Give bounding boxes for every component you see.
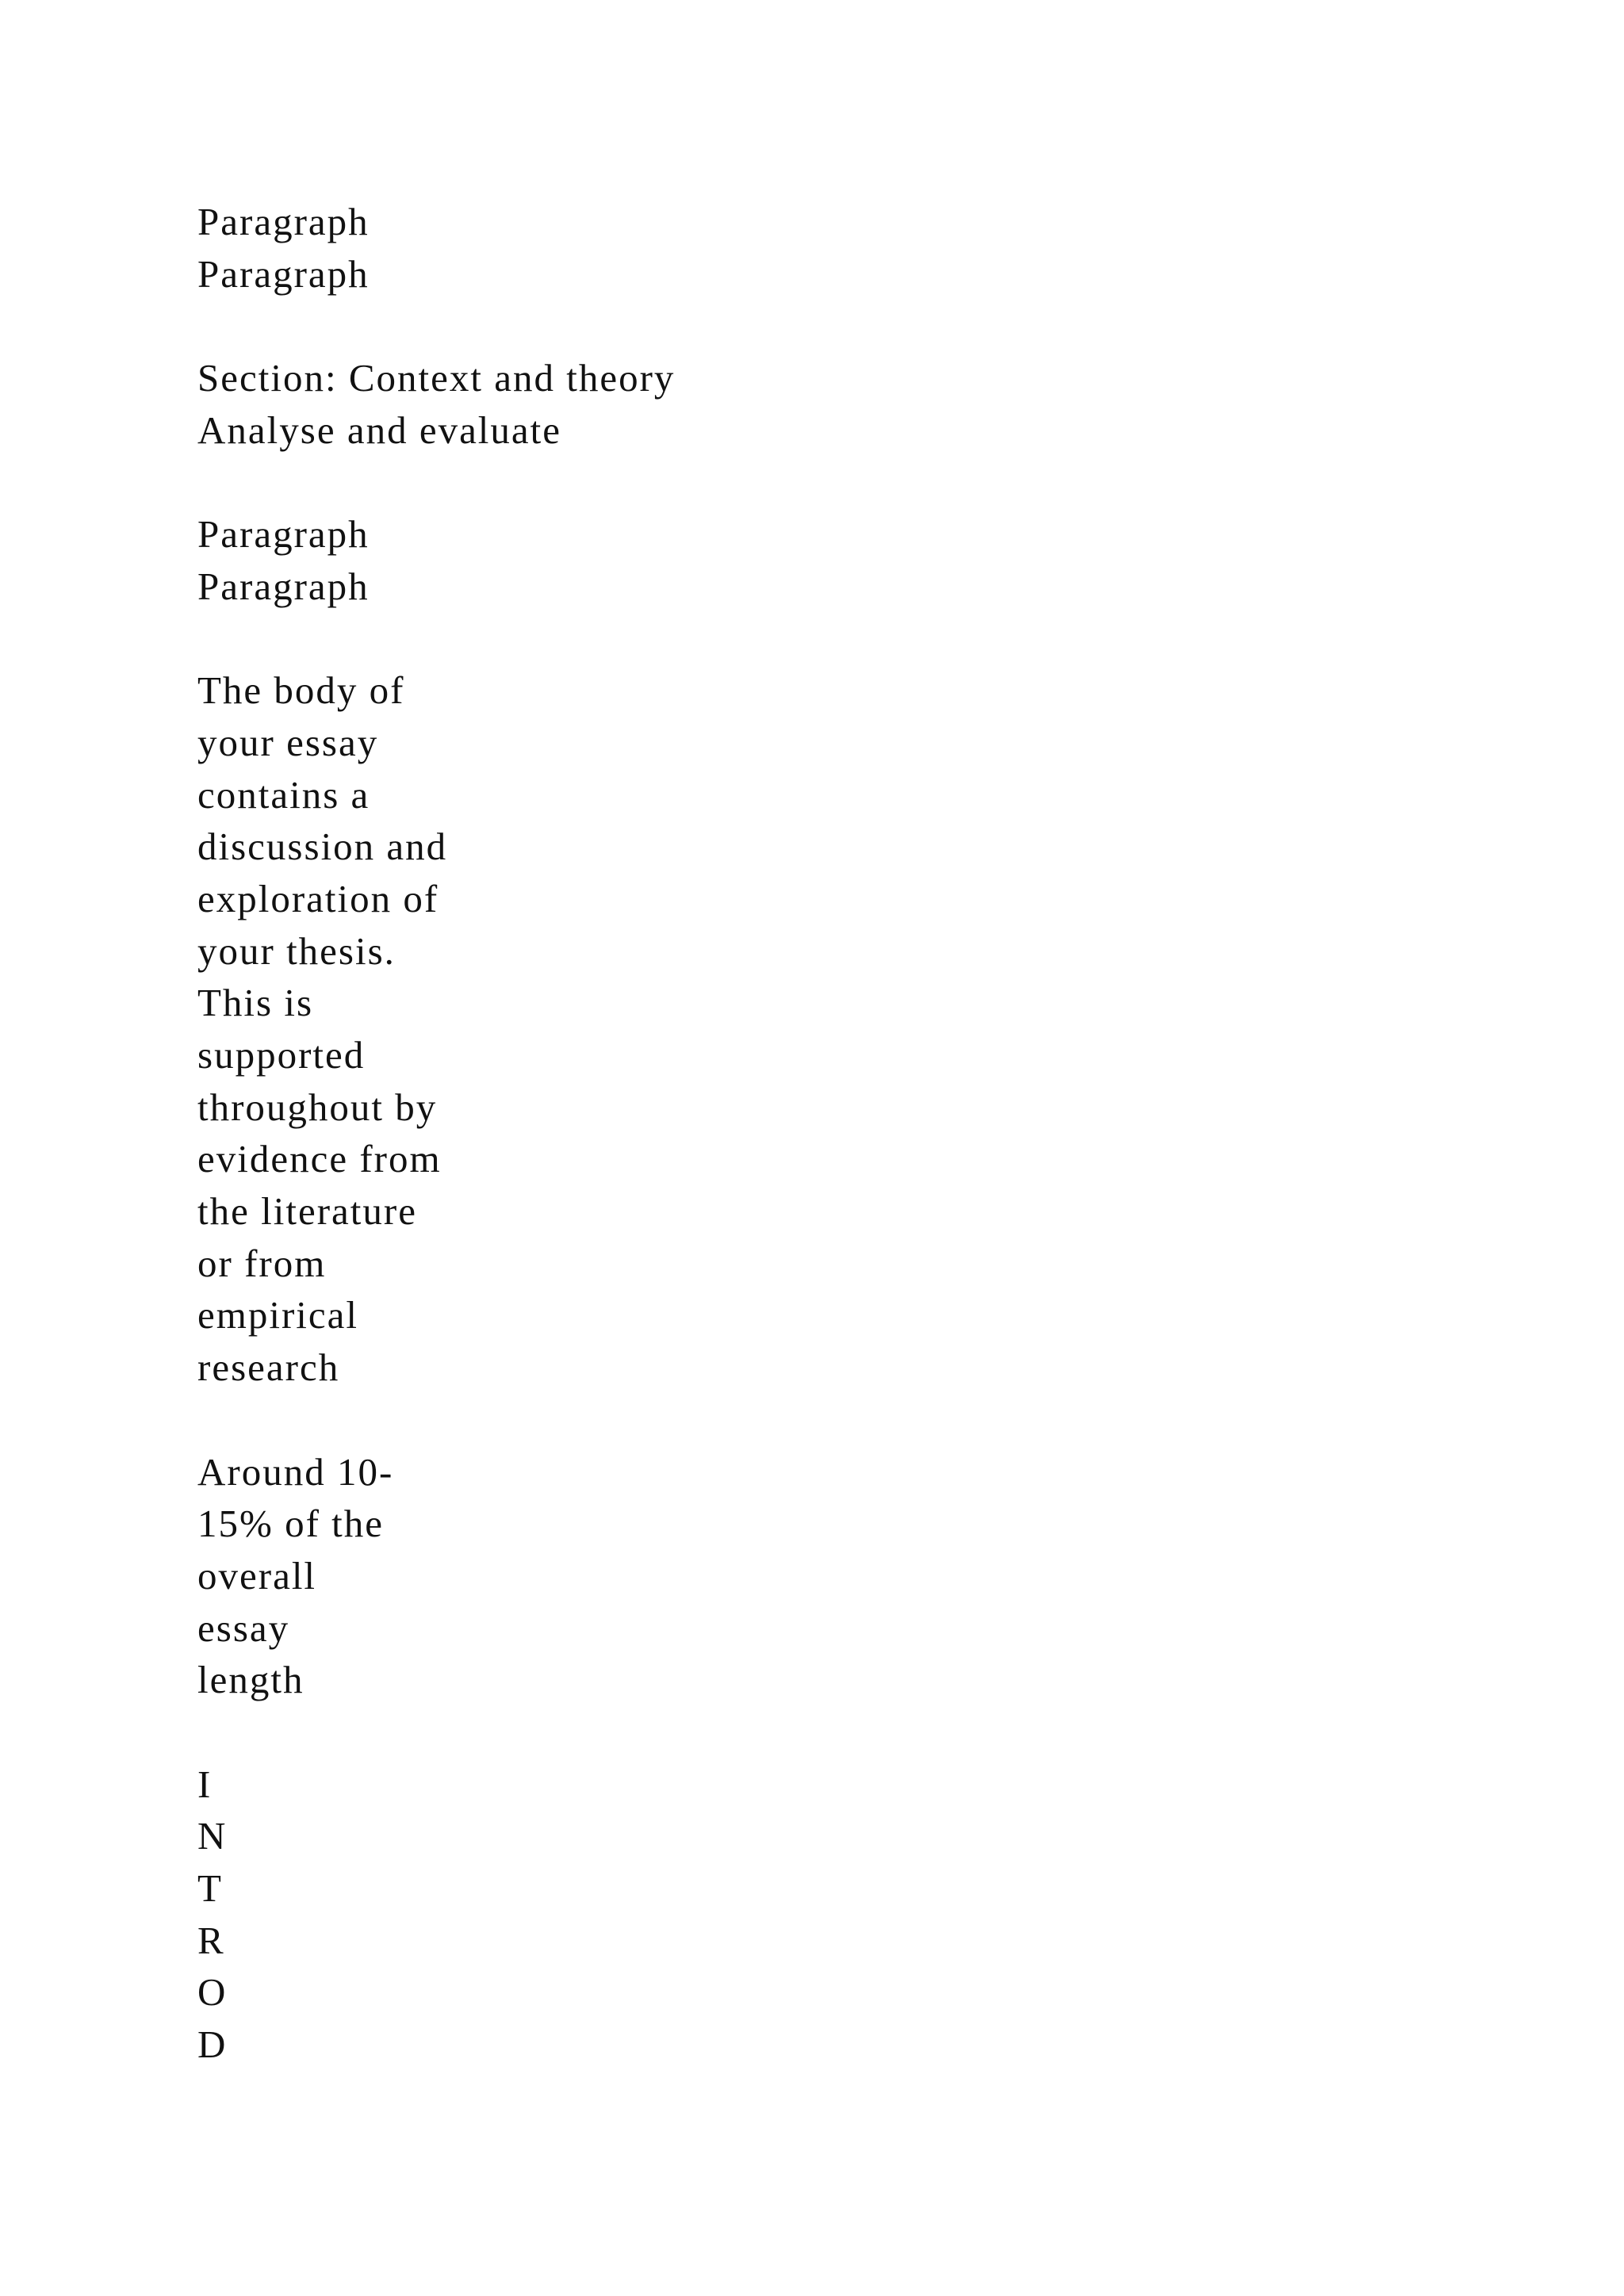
vertical-letter: I — [197, 1762, 213, 1806]
blank-line — [197, 456, 1466, 508]
text-line: 15% of the — [197, 1502, 384, 1546]
text-line: your thesis. — [197, 928, 396, 973]
blank-line — [197, 1706, 1466, 1758]
text-line: evidence from — [197, 1137, 442, 1181]
text-line: Around 10- — [197, 1449, 394, 1494]
vertical-letter: O — [197, 1970, 228, 2015]
text-line: or from — [197, 1241, 327, 1285]
text-line: This is — [197, 981, 314, 1025]
text-line: Paragraph — [197, 251, 370, 296]
text-line: your essay — [197, 720, 379, 764]
text-line: length — [197, 1658, 304, 1702]
text-line: Paragraph — [197, 564, 370, 608]
blank-line — [197, 1394, 1466, 1446]
document-text — [197, 196, 1466, 2071]
text-line: Paragraph — [197, 512, 370, 557]
text-line: contains a — [197, 772, 370, 817]
vertical-letter: R — [197, 1918, 225, 1962]
text-line: Paragraph — [197, 200, 370, 243]
text-line: The body of — [197, 668, 405, 713]
text-line: overall — [197, 1553, 317, 1598]
text-line: discussion and — [197, 825, 448, 869]
text-line: the literature — [197, 1189, 417, 1234]
section-heading: Section: Context and theory — [197, 356, 676, 400]
text-line: empirical — [197, 1293, 359, 1337]
blank-line — [197, 613, 1466, 665]
text-line: essay — [197, 1605, 290, 1650]
text-line: supported — [197, 1033, 366, 1077]
vertical-letter: T — [197, 1866, 223, 1910]
vertical-letter: D — [197, 2022, 228, 2067]
text-line: exploration of — [197, 876, 439, 920]
blank-line — [197, 300, 1466, 352]
text-line: Analyse and evaluate — [197, 408, 562, 452]
text-line: research — [197, 1345, 340, 1390]
text-line: throughout by — [197, 1085, 438, 1129]
vertical-letter: N — [197, 1814, 228, 1858]
